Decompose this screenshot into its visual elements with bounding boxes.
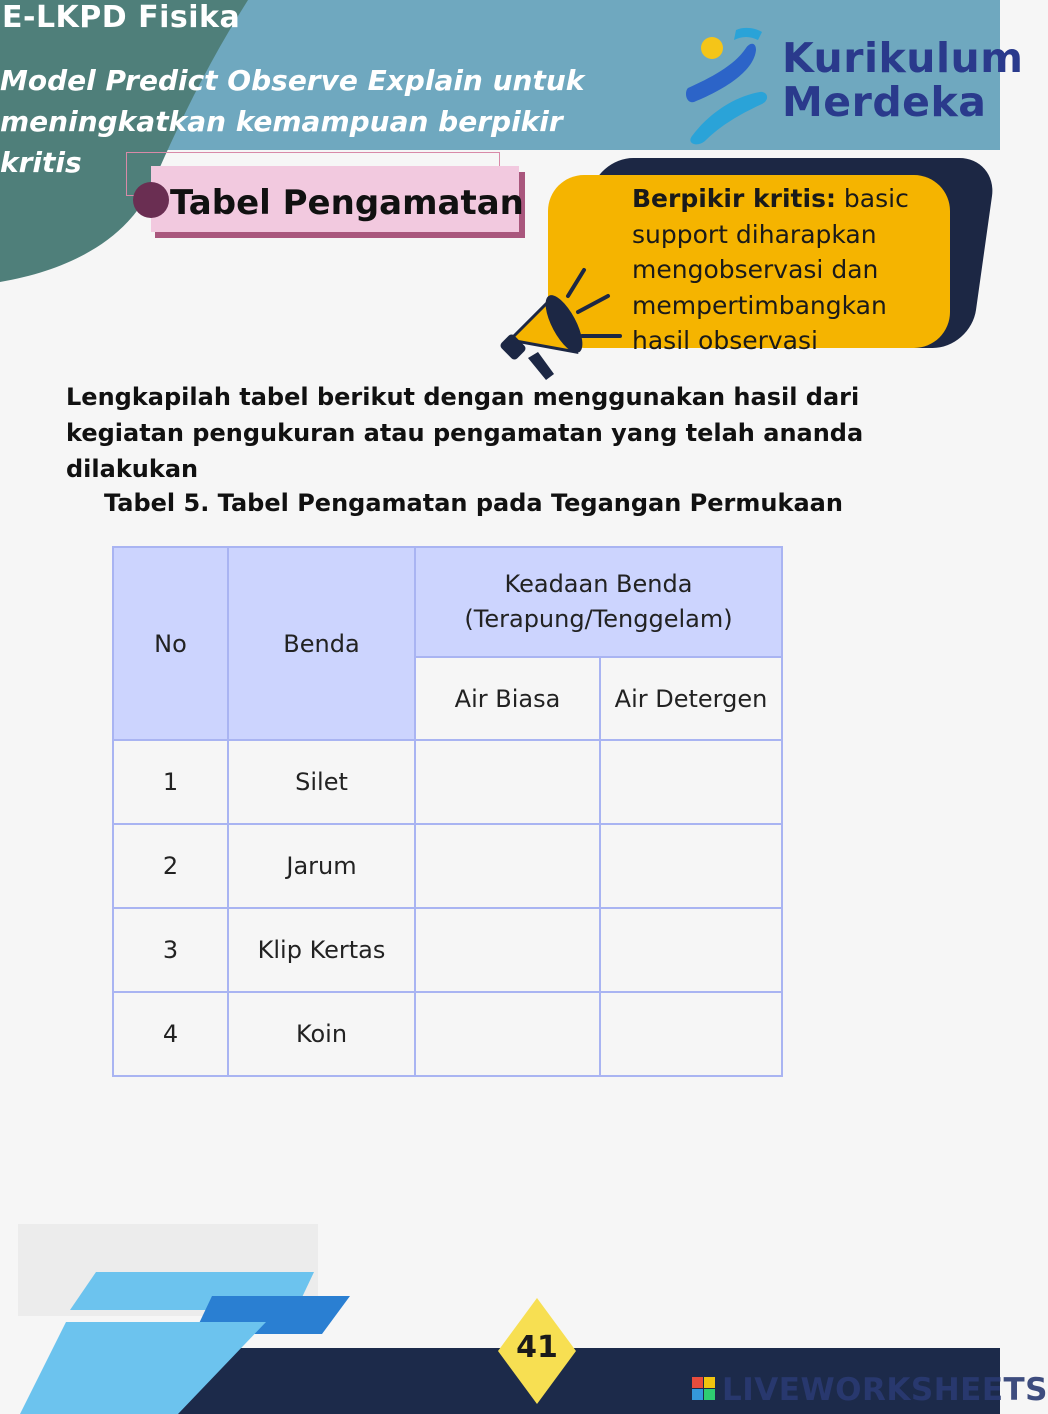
table-row (113, 908, 782, 992)
header-benda: Benda (228, 547, 415, 740)
header-no: No (113, 547, 228, 740)
callout-text (632, 181, 952, 359)
cell-air-biasa-input[interactable] (415, 908, 600, 992)
callout-body: basic support diharapkan mengobservasi dan mempertimbangkan hasil observasi (632, 184, 909, 355)
logo-line-1: Kurikulum (782, 34, 1024, 82)
cell-no: 2 (113, 824, 228, 908)
header-keadaan-line-1: Keadaan Benda (504, 570, 693, 598)
cell-air-biasa-input[interactable] (415, 992, 600, 1076)
cell-air-detergen-input[interactable] (600, 992, 782, 1076)
cell-air-biasa-input[interactable] (415, 824, 600, 908)
kurikulum-merdeka-logo-text (782, 36, 1023, 124)
header-keadaan-benda (415, 547, 782, 657)
cell-benda: Koin (228, 992, 415, 1076)
table-row (113, 740, 782, 824)
table-row (113, 992, 782, 1076)
section-tag-label: Tabel Pengamatan (170, 183, 524, 223)
logo-line-2: Merdeka (782, 78, 987, 126)
table-row (113, 824, 782, 908)
cell-air-biasa-input[interactable] (415, 740, 600, 824)
cell-air-detergen-input[interactable] (600, 740, 782, 824)
cell-no: 4 (113, 992, 228, 1076)
header-air-biasa: Air Biasa (415, 657, 600, 740)
cell-air-detergen-input[interactable] (600, 824, 782, 908)
page-number: 41 (516, 1330, 558, 1365)
section-tag-dot (133, 182, 169, 218)
megaphone-icon (500, 262, 630, 382)
cell-benda: Silet (228, 740, 415, 824)
cell-air-detergen-input[interactable] (600, 908, 782, 992)
header-keadaan-line-2: (Terapung/Tenggelam) (464, 605, 733, 633)
liveworksheets-logo-icon (692, 1377, 716, 1401)
instruction-text: Lengkapilah tabel berikut dengan menggunakan hasil dari kegiatan pengukuran atau pengamatan yang telah ananda dilakukan (66, 383, 864, 483)
cell-benda: Klip Kertas (228, 908, 415, 992)
kurikulum-merdeka-logo-icon (684, 22, 774, 144)
table-caption: Tabel 5. Tabel Pengamatan pada Tegangan Permukaan (104, 489, 843, 517)
cell-no: 1 (113, 740, 228, 824)
document-title: E-LKPD Fisika (2, 0, 241, 35)
subtitle-line-2: meningkatkan kemampuan berpikir kritis (0, 105, 563, 179)
callout-bold-label: Berpikir kritis: (632, 184, 836, 213)
cell-no: 3 (113, 908, 228, 992)
subtitle-line-1: Model Predict Observe Explain untuk (0, 64, 585, 97)
header-air-detergen: Air Detergen (600, 657, 782, 740)
observation-table (112, 546, 783, 1077)
cell-benda: Jarum (228, 824, 415, 908)
liveworksheets-watermark: LIVEWORKSHEETS (722, 1372, 1048, 1408)
